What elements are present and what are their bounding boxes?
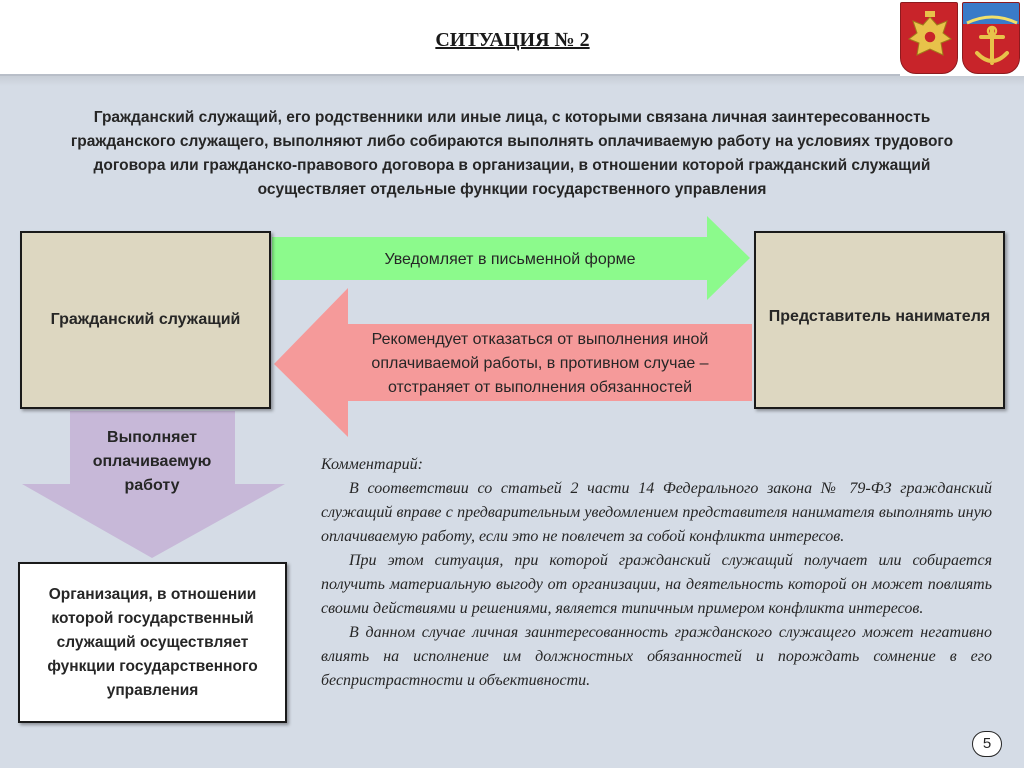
situation-description: Гражданский служащий, его родственники или иные лица, с которыми связана личная заинтересованность гражданского служащего, выполняют либо собираются выполнять оплачиваемую работу на условиях трудового договора или гражданско-правового договора в организации, в отношении которой гражданский служащий осуществляет отдельные функции государственного управления [70,109,954,198]
employer-representative-box [754,231,1005,409]
comment-paragraph: В соответствии со статьей 2 части 14 Федерального закона № 79-ФЗ гражданский служащий вправе с предварительным уведомлением представителя нанимателя выполнять иную оплачиваемую работу, если это не повлечет за собой конфликта интересов. [321,480,992,545]
arrow-down-label: Выполняет оплачиваемую работу [92,429,212,494]
organization-label: Организация, в отношении которой государственный служащий осуществляет функции государственного управления [47,585,258,699]
comment-block [321,453,992,693]
arrow-right-label: Уведомляет в письменной форме [384,251,636,268]
employer-representative-label: Представитель нанимателя [768,308,991,325]
organization-box [18,562,287,723]
civil-servant-label: Гражданский служащий [50,311,241,328]
arrow-left-label: Рекомендует отказаться от выполнения иной оплачиваемой работы, в противном случае – отстраняет от выполнения обязанностей [371,331,709,396]
comment-paragraph: В данном случае личная заинтересованность гражданского служащего может негативно влиять на исполнение им должностных обязанностей и порождать сомнение в его беспристрастности и объективности. [321,624,992,689]
civil-servant-box [20,231,271,409]
comment-heading: Комментарий: [321,456,423,473]
page-number: 5 [972,731,1002,757]
slide-title: СИТУАЦИЯ № 2 [435,29,590,51]
comment-paragraph: При этом ситуация, при которой гражданский служащий получает или собирается получить материальную выгоду от организации, на деятельность которой он может повлиять своими действиями и решениями, является типичным примером конфликта интересов. [321,552,992,617]
